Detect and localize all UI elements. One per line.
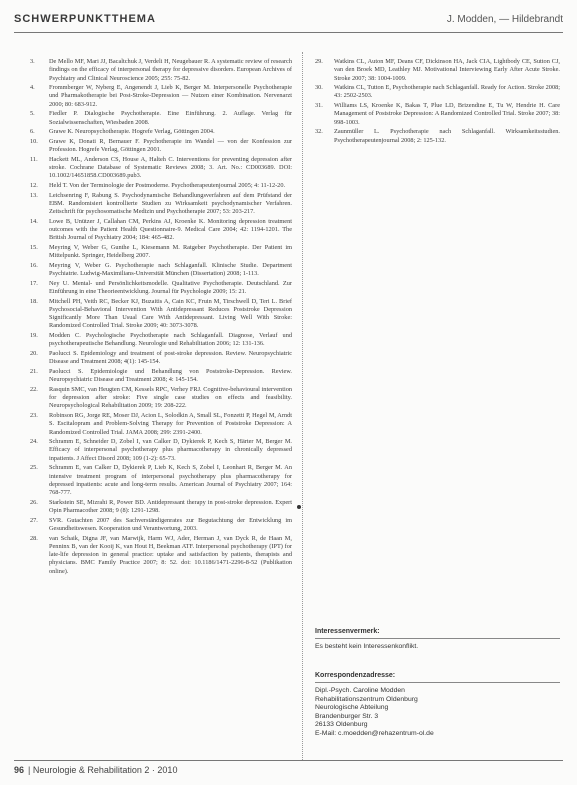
reference-number: 20. xyxy=(30,349,38,357)
reference-text: Robinson RG, Jorge RE, Moser DJ, Acion L, Solodkin A, Small SL, Fonzetti P, Hegel M, Arndt S. Escitalopram and Problem-Solving Therapy for Prevention of Poststroke Depression: A Randomized Controlled Trial. JAMA 2008; 299: 2391-2400. xyxy=(49,411,292,436)
reference-entry xyxy=(30,412,292,437)
reference-list-left xyxy=(30,58,292,577)
reference-text: Starkstein SE, Mizrahi R, Power BD. Antidepressant therapy in post-stroke depression. Expert Opin Pharmacother 2008; 9 (8): 1291-1298. xyxy=(49,498,292,515)
reference-number: 11. xyxy=(30,155,38,163)
reference-text: SVR. Gutachten 2007 des Sachverständigenrates zur Begutachtung der Entwicklung im Gesundheitswesen. Kooperation und Verantwortung, 2003. xyxy=(49,516,292,532)
interest-box xyxy=(315,628,560,652)
contact-street: Brandenburger Str. 3 xyxy=(315,712,379,720)
contact-email[interactable]: E-Mail: c.moedden@rehazentrum-ol.de xyxy=(315,729,434,737)
running-authors: J. Modden, — Hildebrandt xyxy=(446,13,563,25)
reference-number: 25. xyxy=(30,464,38,472)
reference-number: 29. xyxy=(315,58,323,65)
interest-rule xyxy=(315,638,560,639)
reference-number: 5. xyxy=(30,110,35,118)
reference-text: Grawe K, Donati R, Bernauer F. Psychotherapie im Wandel — von der Konfession zur Profession. Hogrefe Verlag, Göttingen 2001. xyxy=(49,137,292,154)
reference-entry xyxy=(315,58,560,83)
reference-number: 10. xyxy=(30,137,38,145)
reference-text: Schramm E, van Calker D, Dykierek P, Lieb K, Kech S, Zobel I, Leonhart R, Berger M. An intensive treatment program of interpersonal psychotherapy plus pharmacotherapy for depressed inpatients: acute and long-term results. American Journal of Psychiatry 2007; 164: 768-777. xyxy=(49,464,292,497)
column-divider xyxy=(302,52,303,760)
reference-number: 15. xyxy=(30,243,38,251)
reference-text: De Mello MF, Mari JJ, Bacaltchuk J, Verdeli H, Neugebauer R. A systematic review of research findings on the efficacy of interpersonal therapy for depressive disorders. European Archives of Psychiatry and Clinical Neuroscience 2005; 255: 75-82. xyxy=(49,58,292,82)
reference-text: Rasquin SMC, van Heugten CM, Kessels RPC, Verhey FRJ. Cognitive-behavioural intervention for depression after stroke: Five single case studies on effects and feasibility. Neuropsychological Rehabilitation 2009; 19: 208-222. xyxy=(49,385,292,410)
reference-number: 30. xyxy=(315,84,323,92)
reference-entry xyxy=(30,262,292,279)
reference-entry xyxy=(30,535,292,576)
page-footer xyxy=(14,760,563,779)
reference-entry xyxy=(30,138,292,155)
reference-text: Schramm E, Schneider D, Zobel I, van Calker D, Dykierek P, Kech S, Härter M, Berger M. Efficacy of interpersonal psychotherapy plus pharmacotherapy in chronically depressed inpatients. J Affect Disord 2008; 109 (1-2): 65-73. xyxy=(49,438,292,462)
reference-entry xyxy=(30,182,292,190)
reference-number: 24. xyxy=(30,438,38,446)
reference-text: Paolucci S. Epidemiologie und Behandlung von Poststroke-Depression. Review. Neuropsychiatric Disease and Treatment 2008; 4: 145-154. xyxy=(49,367,292,384)
reference-entry xyxy=(30,499,292,516)
reference-entry xyxy=(30,368,292,385)
reference-entry xyxy=(315,102,560,127)
reference-number: 18. xyxy=(30,297,38,305)
reference-number: 17. xyxy=(30,279,38,287)
reference-text: Williams LS, Kroenke K, Bakas T, Plue LD, Brizendine E, Tu W, Hendrie H. Care Management of Poststroke Depression: A Randomized Controlled Trial. Stroke 2007; 38: 998-1003. xyxy=(334,102,560,126)
reference-entry xyxy=(30,464,292,497)
contact-box xyxy=(315,672,560,739)
reference-entry xyxy=(30,128,292,136)
reference-text: Held T. Von der Terminologie der Postmoderne. Psychotherapeutenjournal 2005; 4: 11-12-20. xyxy=(49,181,286,189)
reference-entry xyxy=(30,218,292,243)
reference-number: 22. xyxy=(30,385,38,393)
contact-rule xyxy=(315,682,560,683)
reference-number: 6. xyxy=(30,128,35,136)
journal-name: | Neurologie & Rehabilitation 2 · 2010 xyxy=(28,765,178,775)
reference-number: 31. xyxy=(315,102,323,110)
reference-number: 32. xyxy=(315,128,323,136)
reference-number: 14. xyxy=(30,217,38,225)
reference-entry xyxy=(30,386,292,411)
reference-text: Ney U. Mental- und Persönlichkeitsmodelle. Qualitative Psychotherapie. Deutschland. Zur Einführung in eine Theorieentwicklung. Journal für Psychologie 2009; 15: 21. xyxy=(49,279,292,295)
reference-entry xyxy=(30,280,292,297)
reference-number: 28. xyxy=(30,534,38,542)
contact-address xyxy=(315,687,560,739)
reference-entry xyxy=(30,58,292,83)
reference-text: Mitchell PH, Veith RC, Becker KJ, Buzaitis A, Cain KC, Fruin M, Tirschwell D, Teri L. Brief Psychosocial-Behavioral Intervention With Antidepressant Reduces Poststroke Depression Significantly More Than Usual Care With Antidepressant. Living Well With Stroke: Randomized Controlled Trial. Stroke 2009; 40: 3073-3078. xyxy=(49,297,292,330)
reference-text: Paolucci S. Epidemiology and treatment of post-stroke depression. Review. Neuropsychiatric Disease and Treatment 2008; 4(1): 145-154. xyxy=(49,349,292,366)
interest-label: Interessenvermerk: xyxy=(315,628,380,635)
reference-entry xyxy=(30,517,292,534)
reference-entry xyxy=(30,332,292,349)
reference-text: Watkins CL, Tutton E, Psychotherapie nach Schlaganfall. Ready for Action. Stroke 2008; 43: 2502-2503. xyxy=(334,84,560,100)
contact-institution: Rehabilitationszentrum Oldenburg xyxy=(315,695,418,703)
reference-entry xyxy=(30,350,292,367)
interest-text: Es besteht kein Interessenkonflikt. xyxy=(315,643,419,650)
reference-text: Leichsenring F, Rabung S. Psychodynamische Behandlungsverfahren auf dem Prüfstand der EBM. Randomisiert kontrollierte Studien zu Wirksamkeit psychodynamischer Verfahren. Zeitschrift für psychosomatische Medizin und Psychotherapie 2007; 53: 203-217. xyxy=(49,191,292,216)
reference-entry xyxy=(30,244,292,261)
margin-dot xyxy=(297,505,301,509)
section-title: SCHWERPUNKTTHEMA xyxy=(14,13,156,25)
header-rule xyxy=(14,32,563,33)
reference-text: Watkins CL, Auton MF, Deans CF, Dickinson HA, Jack CIA, Lightbody CE, Sutton CJ, van den Broek MD, Leathley MJ. Motivational Interviewing Early After Acute Stroke. Stroke 2007; 38: 1004-1009. xyxy=(334,58,560,82)
reference-entry xyxy=(30,110,292,127)
reference-entry xyxy=(315,84,560,101)
reference-text: Zaunmüller L. Psychotherapie nach Schlaganfall. Wirksamkeitsstudien. Psychotherapeutenjournal 2008; 2: 125-132. xyxy=(334,128,560,144)
reference-entry xyxy=(30,84,292,109)
contact-name: Dipl.-Psych. Caroline Modden xyxy=(315,687,405,694)
reference-number: 12. xyxy=(30,181,38,189)
contact-label: Korrespondenzadresse: xyxy=(315,672,396,679)
reference-text: Modden C. Psychologische Psychotherapie nach Schlaganfall. Diagnose, Verlauf und psychotherapeutische Behandlung. Neurologie und Rehabilitation 2006; 12: 131-136. xyxy=(49,332,292,348)
reference-text: Fiedler P. Dialogische Psychotherapie. Eine Einführung. 2. Auflage. Verlag für Sozialwissenschaften, Wiesbaden 2008. xyxy=(49,110,292,126)
reference-text: Meyring V, Weber G. Psychotherapie nach Schlaganfall. Klinische Studie. Department Psychiatrie. Ludwig-Maximilians-Universität München (Dissertation) 2008; 1-113. xyxy=(49,261,292,278)
reference-entry xyxy=(30,192,292,217)
reference-text: Hackett ML, Anderson CS, House A, Halteh C. Interventions for preventing depression after stroke. Cochrane Database of Systematic Reviews 2008; 3. Art. No.: CD003689. DOI: 10.1002/14651858.CD003689.pub3. xyxy=(49,155,292,180)
reference-entry xyxy=(30,438,292,463)
reference-text: Meyring V, Weber G, Gunthe L, Kiesemann M. Ratgeber Psychotherapie. Der Patient im Mittelpunkt. Springer, Heidelberg 2007. xyxy=(49,243,292,260)
reference-list-right xyxy=(315,58,560,146)
reference-number: 16. xyxy=(30,261,38,269)
reference-entry xyxy=(30,298,292,331)
reference-number: 3. xyxy=(30,58,35,65)
reference-number: 27. xyxy=(30,516,38,524)
contact-city: 26133 Oldenburg xyxy=(315,721,368,729)
reference-text: Lowe B, Unützer J, Callahan CM, Perkins AJ, Kroenke K. Monitoring depression treatment outcomes with the Patient Health Questionnaire-9. Medical Care 2004; 42: 1194-1201. The British Journal of Psychiatry 2004; 184: 465-482. xyxy=(49,217,292,242)
page-header xyxy=(14,8,563,30)
reference-text: Frommberger W, Nyberg E, Angenendt J, Lieb K, Berger M. Interpersonelle Psychotherapie und Pharmakotherapie bei Post-Stroke-Depression — Nutzen einer Kombination. Nervenarzt 2000; 80: 683-912. xyxy=(49,84,292,108)
reference-number: 19. xyxy=(30,332,38,340)
reference-number: 4. xyxy=(30,84,35,92)
page-number: 96 xyxy=(14,765,25,775)
reference-number: 13. xyxy=(30,191,38,199)
reference-number: 26. xyxy=(30,498,38,506)
reference-entry xyxy=(315,128,560,145)
reference-text: Grawe K. Neuropsychotherapie. Hogrefe Verlag, Göttingen 2004. xyxy=(49,128,215,136)
reference-number: 21. xyxy=(30,367,38,375)
reference-entry xyxy=(30,156,292,181)
reference-number: 23. xyxy=(30,411,38,419)
contact-department: Neurologische Abteilung xyxy=(315,704,389,712)
reference-text: van Schaik, Digna JF, van Marwijk, Harm WJ, Ader, Herman J, van Dyck R, de Haan M, Penninx B, van der Kooij K, van Hout H, Beekman ATF. Interpersonal psychotherapy (IPT) for late-life depression in general practice: uptake and satisfaction by patients, therapists and physicians. BMC Family Practice 2007; 8: 52. doi: 10.1186/1471-2296-8-52 (Publikation online). xyxy=(49,534,292,575)
